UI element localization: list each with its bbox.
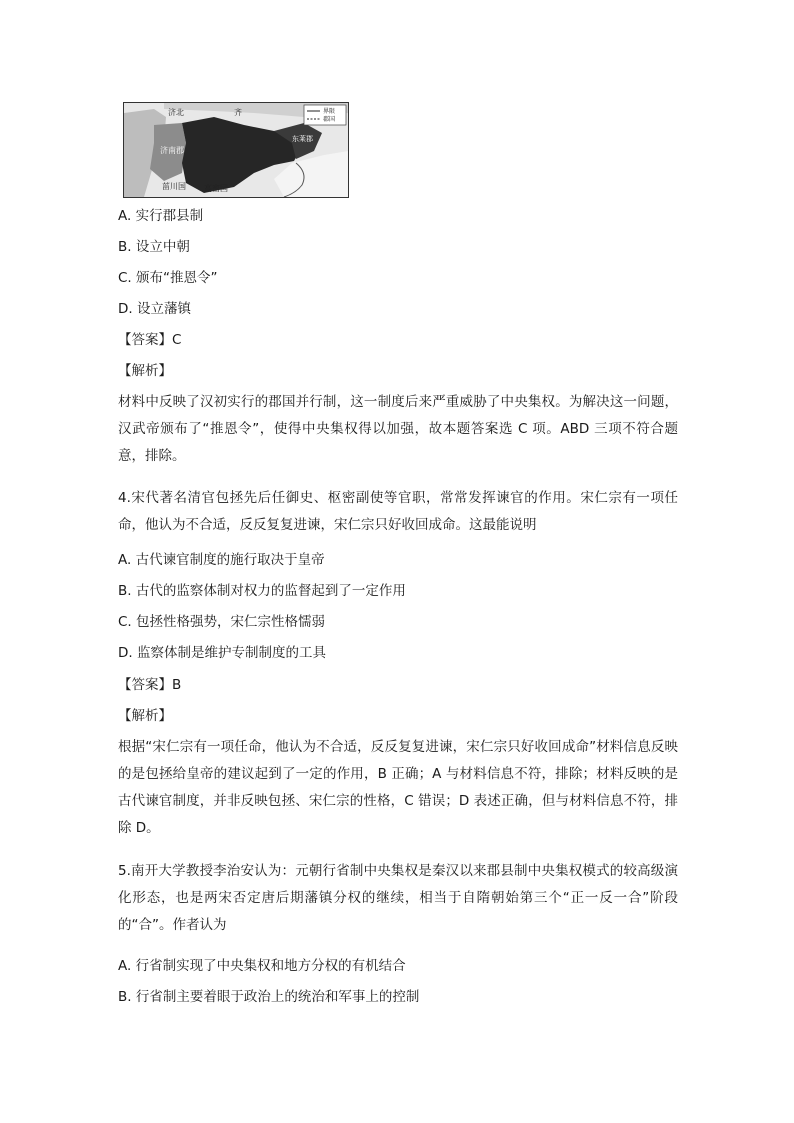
map-image — [124, 103, 348, 197]
q3-analysis: 材料中反映了汉初实行的郡国并行制，这一制度后来严重威胁了中央集权。为解决这一问题，汉武帝颁布了“推恩令”，使得中央集权得以加强，故本题答案选 C 项。ABD 三项不符合题意，排除。 — [118, 394, 678, 464]
q5-stem: 5.南开大学教授李治安认为：元朝行省制中央集权是秦汉以来郡县制中央集权模式的较高级演化形态，也是两宋否定唐后期藩镇分权的继续，相当于自隋朝始第三个“正一反一合”阶段的“合”。作者认为 — [118, 863, 678, 933]
q4-option-b: B. 古代的监察体制对权力的监督起到了一定作用 — [118, 583, 406, 599]
q3-option-c: C. 颁布“推恩令” — [118, 270, 218, 286]
historical-map-figure — [123, 102, 349, 198]
q4-analysis: 根据“宋仁宗有一项任命，他认为不合适，反反复复进谏，宋仁宗只好收回成命”材料信息反映的是包拯给皇帝的建议起到了一定的作用，B 正确；A 与材料信息不符，排除；材料反映的是古代谏官制度，并非反映包拯、宋仁宗的性格，C 错误；D 表述正确，但与材料信息不符，排除 D。 — [118, 739, 678, 836]
map-label-qi: 齐 — [234, 108, 242, 117]
q4-analysis-title: 【解析】 — [118, 708, 172, 724]
map-legend-2: 郡国 — [323, 116, 336, 123]
q5-option-b: B. 行省制主要着眼于政治上的统治和军事上的控制 — [118, 989, 420, 1005]
map-label-gaomi: 高密国 — [204, 184, 228, 193]
map-label-jibei: 济北 — [168, 108, 184, 117]
map-label-jinan: 济南郡 — [160, 146, 184, 155]
q4-option-d: D. 监察体制是维护专制制度的工具 — [118, 645, 326, 661]
q3-option-a: A. 实行郡县制 — [118, 208, 204, 224]
q5-option-a: A. 行省制实现了中央集权和地方分权的有机结合 — [118, 958, 406, 974]
map-label-donglai: 东莱郡 — [292, 135, 313, 143]
q3-option-b: B. 设立中朝 — [118, 239, 190, 255]
q3-option-d: D. 设立藩镇 — [118, 301, 191, 317]
map-label-zichuan: 菑川国 — [162, 182, 186, 191]
q4-option-a: A. 古代谏官制度的施行取决于皇帝 — [118, 552, 325, 568]
map-legend-1: 界限 — [323, 108, 336, 115]
q4-option-c: C. 包拯性格强势，宋仁宗性格懦弱 — [118, 614, 326, 630]
q4-answer: 【答案】B — [118, 677, 182, 693]
q3-analysis-title: 【解析】 — [118, 363, 172, 379]
q4-stem: 4.宋代著名清官包拯先后任御史、枢密副使等官职，常常发挥谏官的作用。宋仁宗有一项任命，他认为不合适，反反复复进谏，宋仁宗只好收回成命。这最能说明 — [118, 490, 678, 533]
q3-answer: 【答案】C — [118, 332, 182, 348]
